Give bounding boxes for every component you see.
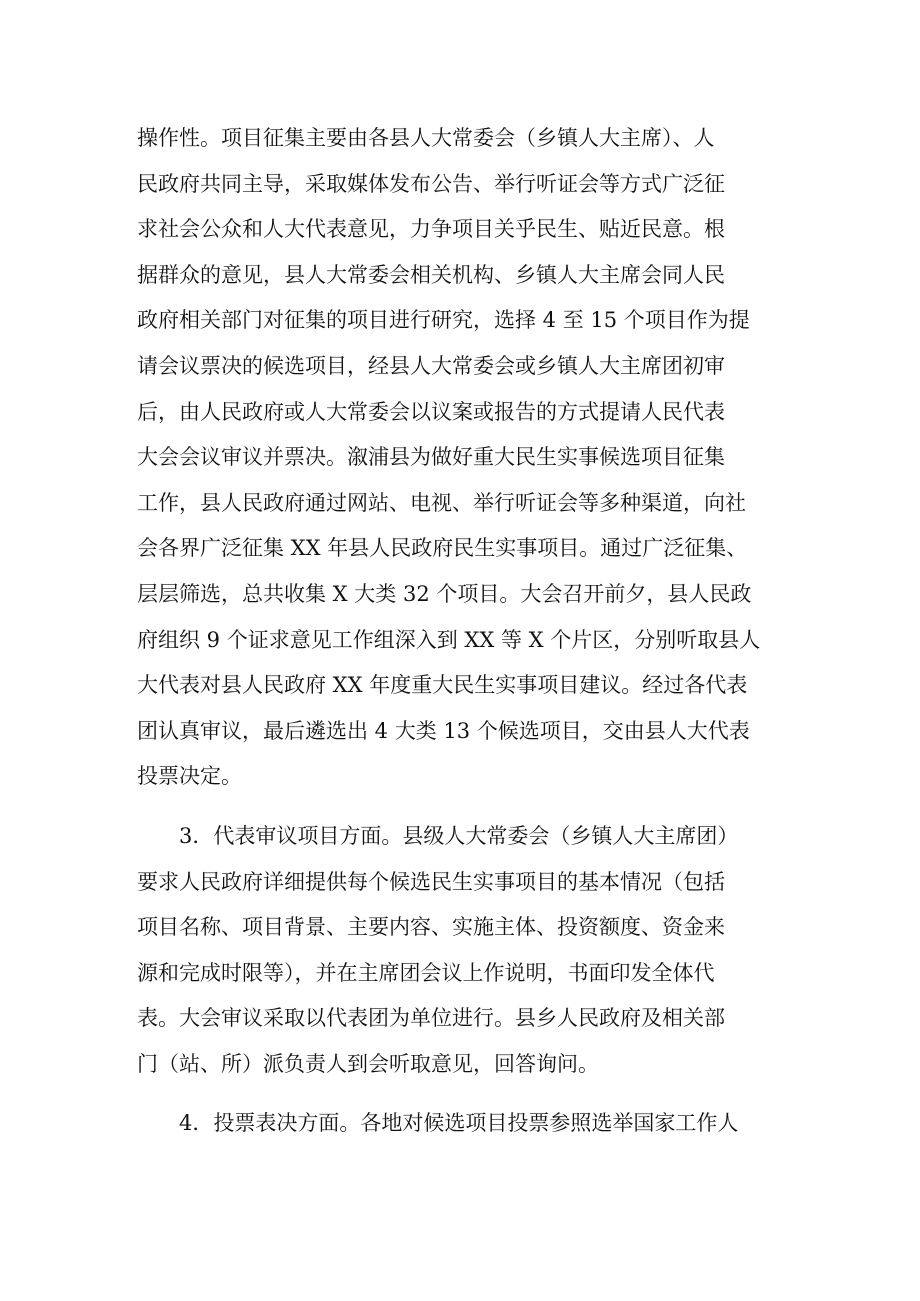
text-line: 政府相关部门对征集的项目进行研究，选择 4 至 15 个项目作为提 <box>137 308 750 333</box>
text-line: 项目名称、项目背景、主要内容、实施主体、投资额度、资金来 <box>137 915 725 940</box>
text-line: 会各界广泛征集 XX 年县人民政府民生实事项目。通过广泛征集、 <box>137 536 748 561</box>
text-line: 3．代表审议项目方面。县级人大常委会（乡镇人大主席团） <box>137 823 739 848</box>
text-line: 求社会公众和人大代表意见，力争项目关乎民生、贴近民意。根 <box>137 217 725 242</box>
paragraph-deputy-review <box>137 814 797 1088</box>
text-line: 表。大会审议采取以代表团为单位进行。县乡人民政府及相关部 <box>137 1006 725 1031</box>
text-line: 源和完成时限等），并在主席团会议上作说明，书面印发全体代 <box>137 960 715 985</box>
text-line: 操作性。项目征集主要由各县人大常委会（乡镇人大主席）、人 <box>137 126 715 150</box>
paragraph-gap <box>137 1087 797 1101</box>
paragraph-voting <box>137 1101 797 1147</box>
text-line: 工作，县人民政府通过网站、电视、举行听证会等多种渠道，向社 <box>137 490 746 515</box>
text-line: 据群众的意见，县人大常委会相关机构、乡镇人大主席会同人民 <box>137 262 725 287</box>
text-line: 团认真审议，最后遴选出 4 大类 13 个候选项目，交由县人大代表 <box>137 718 750 743</box>
document-body <box>137 116 797 1147</box>
text-line: 府组织 9 个证求意见工作组深入到 XX 等 X 个片区，分别听取县人 <box>137 627 761 652</box>
paragraph-gap <box>137 800 797 814</box>
text-line: 大代表对县人民政府 XX 年度重大民生实事项目建议。经过各代表 <box>137 673 748 698</box>
text-line: 大会会议审议并票决。溆浦县为做好重大民生实事候选项目征集 <box>137 445 725 470</box>
paragraph-project-collection <box>137 116 797 800</box>
text-line: 投票决定。 <box>137 764 242 789</box>
text-line: 层层筛选，总共收集 X 大类 32 个项目。大会召开前夕，县人民政 <box>137 581 752 606</box>
text-line: 要求人民政府详细提供每个候选民生实事项目的基本情况（包括 <box>137 869 725 894</box>
text-line: 民政府共同主导，采取媒体发布公告、举行听证会等方式广泛征 <box>137 171 725 196</box>
text-line: 后，由人民政府或人大常委会以议案或报告的方式提请人民代表 <box>137 399 725 424</box>
text-line: 4．投票表决方面。各地对候选项目投票参照选举国家工作人 <box>137 1111 739 1136</box>
text-line: 请会议票决的候选项目，经县人大常委会或乡镇人大主席团初审 <box>137 353 725 378</box>
text-line: 门（站、所）派负责人到会听取意见，回答询问。 <box>137 1051 599 1076</box>
